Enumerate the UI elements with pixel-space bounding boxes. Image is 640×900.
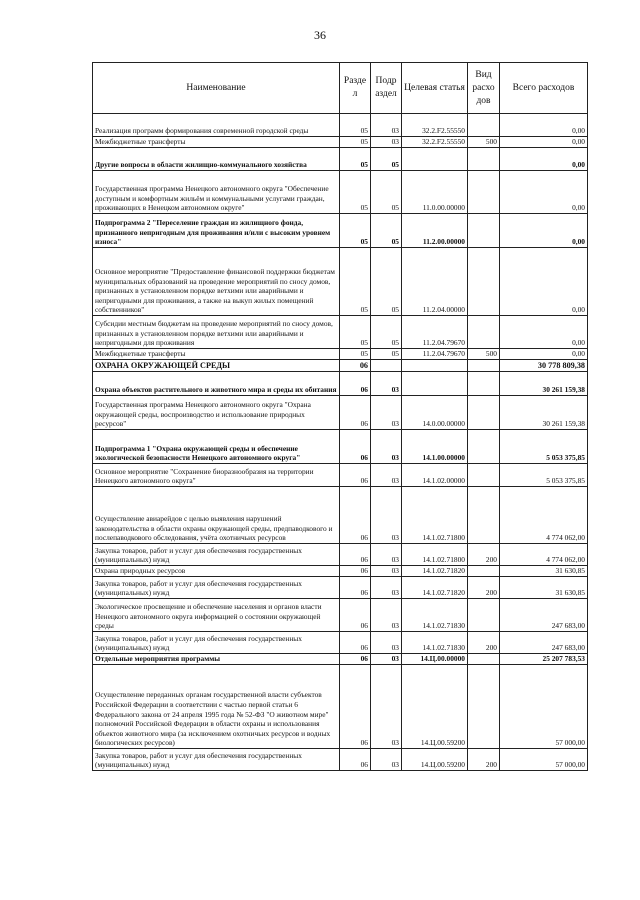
row-target-article: 14.Ц.00.59200 — [402, 749, 468, 771]
row-total: 0,00 — [500, 114, 588, 137]
table-row — [93, 566, 588, 577]
row-podrazdel: 03 — [371, 749, 402, 771]
row-target-article: 14.1.02.71820 — [402, 566, 468, 577]
row-target-article — [402, 360, 468, 372]
row-podrazdel: 03 — [371, 114, 402, 137]
row-podrazdel: 03 — [371, 137, 402, 148]
row-target-article — [402, 148, 468, 171]
row-expense-type — [468, 665, 500, 749]
row-podrazdel: 03 — [371, 430, 402, 464]
table-row — [93, 137, 588, 148]
row-name: Межбюджетные трансферты — [93, 349, 340, 360]
row-total: 0,00 — [500, 171, 588, 214]
row-name: Реализация программ формирования современной городской среды — [93, 114, 340, 137]
row-podrazdel: 03 — [371, 372, 402, 396]
table-row — [93, 487, 588, 544]
row-target-article: 11.0.00.00000 — [402, 171, 468, 214]
row-target-article: 11.2.00.00000 — [402, 214, 468, 248]
table-row — [93, 464, 588, 487]
header-razdel: Разде л — [340, 63, 371, 114]
row-total: 4 774 062,00 — [500, 544, 588, 566]
table-row — [93, 372, 588, 396]
row-total: 30 778 809,38 — [500, 360, 588, 372]
row-expense-type: 200 — [468, 749, 500, 771]
row-expense-type — [468, 360, 500, 372]
row-name: Закупка товаров, работ и услуг для обеспечения государственных (муниципальных) нужд — [93, 749, 340, 771]
table-row — [93, 148, 588, 171]
row-expense-type — [468, 430, 500, 464]
row-total: 57 000,00 — [500, 749, 588, 771]
row-razdel: 05 — [340, 214, 371, 248]
row-name: Основное мероприятие "Предоставление финансовой поддержки бюджетам муниципальных образований на проведение мероприятий по сносу домов, признанных в установленном порядке ветхими или аварийными и непригодными для проживания, а также на выкуп жилых помещений собственников" — [93, 248, 340, 316]
row-razdel: 06 — [340, 360, 371, 372]
row-expense-type — [468, 654, 500, 665]
row-podrazdel: 03 — [371, 665, 402, 749]
row-expense-type — [468, 372, 500, 396]
row-name: Государственная программа Ненецкого автономного округа "Обеспечение доступным и комфортным жильём и коммунальными услугами граждан, проживающих в Ненецком автономном округе" — [93, 171, 340, 214]
row-name: Отдельные мероприятия программы — [93, 654, 340, 665]
row-total: 0,00 — [500, 214, 588, 248]
row-podrazdel: 03 — [371, 544, 402, 566]
row-razdel: 05 — [340, 114, 371, 137]
row-expense-type — [468, 214, 500, 248]
table-row — [93, 214, 588, 248]
row-total: 30 261 159,38 — [500, 396, 588, 430]
row-podrazdel: 05 — [371, 148, 402, 171]
row-target-article: 14.Ц.00.59200 — [402, 665, 468, 749]
header-expense-type: Вид расхо дов — [468, 63, 500, 114]
row-name: Закупка товаров, работ и услуг для обеспечения государственных (муниципальных) нужд — [93, 544, 340, 566]
row-expense-type — [468, 396, 500, 430]
row-name: Осуществление переданных органам государственной власти субъектов Российской Федерации в соответствии с частью первой статьи 6 Федерального закона от 24 апреля 1995 года № 52-ФЗ "О животном мире" полномочий Российской Федерации в области охраны и использования объектов животного мира (за исключением охотничьих ресурсов и водных биологических ресурсов) — [93, 665, 340, 749]
row-expense-type — [468, 148, 500, 171]
row-podrazdel: 03 — [371, 632, 402, 654]
row-expense-type — [468, 316, 500, 349]
row-target-article: 14.0.00.00000 — [402, 396, 468, 430]
row-expense-type — [468, 566, 500, 577]
row-podrazdel — [371, 360, 402, 372]
row-razdel: 06 — [340, 665, 371, 749]
row-total: 25 207 783,53 — [500, 654, 588, 665]
table-row — [93, 749, 588, 771]
row-name: Охрана объектов растительного и животного мира и среды их обитания — [93, 372, 340, 396]
row-expense-type: 500 — [468, 349, 500, 360]
table-row — [93, 349, 588, 360]
row-name: Субсидии местным бюджетам на проведение мероприятий по сносу домов, признанных в установленном порядке ветхими или аварийными и непригодными для проживания — [93, 316, 340, 349]
row-target-article: 14.1.00.00000 — [402, 430, 468, 464]
row-target-article: 14.1.02.71800 — [402, 544, 468, 566]
row-name: Экологическое просвещение и обеспечение населения и органов власти Ненецкого автономного округа информацией о состоянии окружающей среды — [93, 599, 340, 632]
table-row — [93, 316, 588, 349]
table-header-row — [93, 63, 588, 114]
table-row — [93, 360, 588, 372]
row-total: 0,00 — [500, 248, 588, 316]
row-target-article: 14.1.02.00000 — [402, 464, 468, 487]
table-row — [93, 248, 588, 316]
row-target-article: 32.2.F2.55550 — [402, 137, 468, 148]
row-total: 4 774 062,00 — [500, 487, 588, 544]
row-name: Основное мероприятие "Сохранение биоразнообразия на территории Ненецкого автономного округа" — [93, 464, 340, 487]
row-expense-type — [468, 464, 500, 487]
row-total: 0,00 — [500, 148, 588, 171]
row-total: 0,00 — [500, 316, 588, 349]
row-name: Осуществление авиарейдов с целью выявления нарушений законодательства в области охраны окружающей среды, предпаводкового и послепаводкового обследования, учёта охотничьих ресурсов — [93, 487, 340, 544]
row-razdel: 06 — [340, 372, 371, 396]
row-target-article: 14.1.02.71830 — [402, 632, 468, 654]
row-total: 5 053 375,85 — [500, 430, 588, 464]
row-expense-type: 500 — [468, 137, 500, 148]
row-name: Государственная программа Ненецкого автономного округа "Охрана окружающей среды, воспроизводство и использование природных ресурсов" — [93, 396, 340, 430]
row-podrazdel: 03 — [371, 396, 402, 430]
row-razdel: 05 — [340, 349, 371, 360]
row-expense-type — [468, 599, 500, 632]
row-total: 5 053 375,85 — [500, 464, 588, 487]
row-expense-type — [468, 248, 500, 316]
header-name: Наименование — [93, 63, 340, 114]
table-row — [93, 654, 588, 665]
table-row — [93, 665, 588, 749]
row-podrazdel: 03 — [371, 566, 402, 577]
row-razdel: 05 — [340, 316, 371, 349]
row-target-article: 11.2.04.00000 — [402, 248, 468, 316]
row-expense-type — [468, 171, 500, 214]
row-name: Закупка товаров, работ и услуг для обеспечения государственных (муниципальных) нужд — [93, 577, 340, 599]
row-podrazdel: 03 — [371, 487, 402, 544]
table-row — [93, 171, 588, 214]
row-total: 0,00 — [500, 349, 588, 360]
row-target-article: 14.1.02.71830 — [402, 599, 468, 632]
row-name: Закупка товаров, работ и услуг для обеспечения государственных (муниципальных) нужд — [93, 632, 340, 654]
row-name: Подпрограмма 2 "Переселение граждан из жилищного фонда, признанного непригодным для проживания и/или с высоким уровнем износа" — [93, 214, 340, 248]
row-name: Межбюджетные трансферты — [93, 137, 340, 148]
row-name: Подпрограмма 1 "Охрана окружающей среды и обеспечение экологической безопасности Ненецкого автономного округа" — [93, 430, 340, 464]
row-target-article: 11.2.04.79670 — [402, 316, 468, 349]
budget-table — [92, 62, 588, 771]
row-expense-type — [468, 114, 500, 137]
row-razdel: 06 — [340, 599, 371, 632]
row-razdel: 06 — [340, 749, 371, 771]
row-razdel: 06 — [340, 396, 371, 430]
row-razdel: 05 — [340, 148, 371, 171]
header-total-expenses: Всего расходов — [500, 63, 588, 114]
row-name: Другие вопросы в области жилищно-коммунального хозяйства — [93, 148, 340, 171]
table-row — [93, 599, 588, 632]
row-total: 30 261 159,38 — [500, 372, 588, 396]
row-razdel: 06 — [340, 487, 371, 544]
row-razdel: 06 — [340, 544, 371, 566]
table-row — [93, 577, 588, 599]
table-row — [93, 632, 588, 654]
row-total: 247 683,00 — [500, 599, 588, 632]
row-podrazdel: 03 — [371, 464, 402, 487]
row-podrazdel: 05 — [371, 214, 402, 248]
row-razdel: 06 — [340, 577, 371, 599]
row-target-article: 11.2.04.79670 — [402, 349, 468, 360]
table-row — [93, 430, 588, 464]
row-podrazdel: 05 — [371, 316, 402, 349]
row-podrazdel: 05 — [371, 349, 402, 360]
table-row — [93, 544, 588, 566]
header-target-article: Целевая статья — [402, 63, 468, 114]
row-name: Охрана природных ресурсов — [93, 566, 340, 577]
row-podrazdel: 05 — [371, 171, 402, 214]
row-expense-type: 200 — [468, 577, 500, 599]
row-razdel: 06 — [340, 430, 371, 464]
row-target-article: 14.1.02.71820 — [402, 577, 468, 599]
row-expense-type: 200 — [468, 544, 500, 566]
table-row — [93, 396, 588, 430]
row-podrazdel: 03 — [371, 599, 402, 632]
row-razdel: 06 — [340, 566, 371, 577]
row-razdel: 05 — [340, 248, 371, 316]
row-total: 247 683,00 — [500, 632, 588, 654]
row-expense-type — [468, 487, 500, 544]
row-total: 0,00 — [500, 137, 588, 148]
row-podrazdel: 03 — [371, 577, 402, 599]
row-target-article — [402, 372, 468, 396]
row-target-article: 32.2.F2.55550 — [402, 114, 468, 137]
table-row — [93, 114, 588, 137]
row-razdel: 05 — [340, 171, 371, 214]
row-razdel: 06 — [340, 464, 371, 487]
row-expense-type: 200 — [468, 632, 500, 654]
row-total: 57 000,00 — [500, 665, 588, 749]
row-razdel: 06 — [340, 632, 371, 654]
row-total: 31 630,85 — [500, 566, 588, 577]
row-razdel: 05 — [340, 137, 371, 148]
row-target-article: 14.1.02.71800 — [402, 487, 468, 544]
header-podrazdel: Подр аздел — [371, 63, 402, 114]
page-number: 36 — [314, 28, 326, 42]
row-target-article: 14.Ц.00.00000 — [402, 654, 468, 665]
row-razdel: 06 — [340, 654, 371, 665]
row-podrazdel: 05 — [371, 248, 402, 316]
row-name: ОХРАНА ОКРУЖАЮЩЕЙ СРЕДЫ — [93, 360, 340, 372]
row-podrazdel: 03 — [371, 654, 402, 665]
row-total: 31 630,85 — [500, 577, 588, 599]
